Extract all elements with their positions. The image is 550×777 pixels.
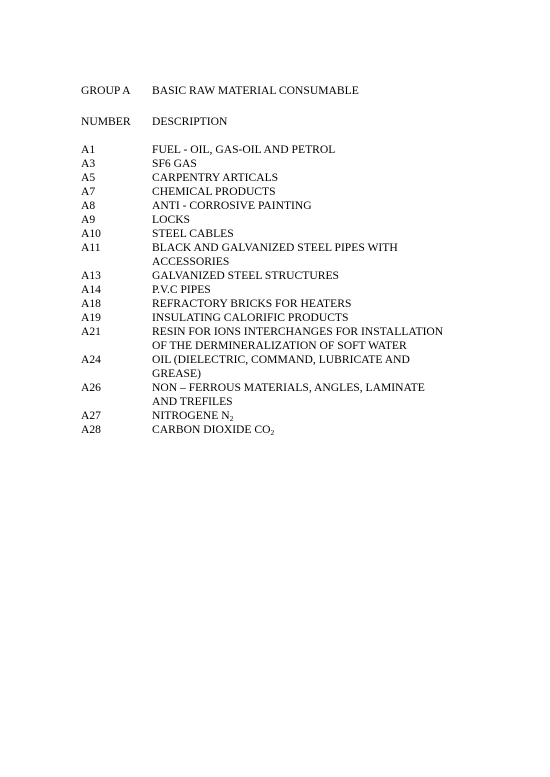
item-description-text: CARBON DIOXIDE CO (152, 423, 271, 436)
item-description-line (152, 269, 501, 283)
list-item (81, 325, 501, 353)
item-description (152, 213, 501, 227)
item-description-line (152, 241, 501, 255)
item-description-text: NITROGENE N (152, 409, 230, 422)
item-description-text: LOCKS (152, 213, 191, 226)
item-description-line (152, 395, 501, 409)
list-item (81, 199, 501, 213)
item-description-line (152, 185, 501, 199)
item-code: A27 (81, 409, 101, 422)
item-description-line (152, 199, 501, 213)
item-description-line (152, 213, 501, 227)
item-description (152, 283, 501, 297)
item-description-line (152, 423, 501, 437)
item-description-text: BLACK AND GALVANIZED STEEL PIPES WITH (152, 241, 398, 254)
list-item (81, 423, 501, 437)
list-item (81, 171, 501, 185)
item-description-line (152, 353, 501, 367)
item-description-line (152, 311, 501, 325)
item-description (152, 423, 501, 437)
item-description-text: GREASE) (152, 367, 201, 380)
item-subscript: 2 (229, 414, 234, 423)
item-description (152, 171, 501, 185)
list-item (81, 227, 501, 241)
item-description-text: AND TREFILES (152, 395, 233, 408)
item-description (152, 353, 501, 381)
item-description (152, 325, 501, 353)
item-description-text: NON – FERROUS MATERIALS, ANGLES, LAMINATE (152, 381, 425, 394)
group-code: GROUP A (81, 84, 131, 97)
item-code: A26 (81, 381, 101, 394)
item-code: A18 (81, 297, 101, 310)
item-description-text: P.V.C PIPES (152, 283, 211, 296)
list-item (81, 297, 501, 311)
material-list (81, 143, 501, 437)
item-description-text: FUEL - OIL, GAS-OIL AND PETROL (152, 143, 336, 156)
list-item (81, 409, 501, 423)
item-code: A8 (81, 199, 96, 212)
item-description (152, 269, 501, 283)
item-description-text: ANTI - CORROSIVE PAINTING (152, 199, 312, 212)
item-description-text: ACCESSORIES (152, 255, 230, 268)
item-code: A11 (81, 241, 101, 254)
item-description-line (152, 297, 501, 311)
item-description-line (152, 409, 501, 423)
item-description-text: GALVANIZED STEEL STRUCTURES (152, 269, 340, 282)
column-headers (81, 115, 501, 129)
list-item (81, 157, 501, 171)
item-description-text: STEEL CABLES (152, 227, 234, 240)
item-description (152, 199, 501, 213)
item-description (152, 381, 501, 409)
item-description-line (152, 367, 501, 381)
item-code: A7 (81, 185, 96, 198)
item-subscript: 2 (270, 428, 275, 437)
list-item (81, 381, 501, 409)
item-description-text: INSULATING CALORIFIC PRODUCTS (152, 311, 349, 324)
item-description-text: RESIN FOR IONS INTERCHANGES FOR INSTALLATION (152, 325, 444, 338)
item-description (152, 311, 501, 325)
item-description-line (152, 325, 501, 339)
item-description (152, 409, 501, 423)
item-description (152, 227, 501, 241)
item-code: A28 (81, 423, 101, 436)
item-description-text: SF6 GAS (152, 157, 197, 170)
item-description-text: REFRACTORY BRICKS FOR HEATERS (152, 297, 352, 310)
item-code: A24 (81, 353, 101, 366)
item-code: A1 (81, 143, 96, 156)
item-description-line (152, 227, 501, 241)
list-item (81, 283, 501, 297)
item-description (152, 143, 501, 157)
item-description (152, 157, 501, 171)
item-description (152, 297, 501, 311)
group-header (81, 84, 501, 98)
column-header-number: NUMBER (81, 115, 131, 128)
list-item (81, 185, 501, 199)
list-item (81, 311, 501, 325)
item-code: A13 (81, 269, 101, 282)
item-code: A19 (81, 311, 101, 324)
item-description-line (152, 381, 501, 395)
group-title: BASIC RAW MATERIAL CONSUMABLE (152, 84, 359, 97)
item-code: A5 (81, 171, 96, 184)
item-code: A3 (81, 157, 96, 170)
item-description (152, 241, 501, 269)
list-item (81, 143, 501, 157)
item-code: A9 (81, 213, 96, 226)
item-description-line (152, 171, 501, 185)
item-description-line (152, 283, 501, 297)
item-description-line (152, 255, 501, 269)
list-item (81, 353, 501, 381)
item-description-line (152, 143, 501, 157)
list-item (81, 213, 501, 227)
item-description-text: OIL (DIELECTRIC, COMMAND, LUBRICATE AND (152, 353, 410, 366)
item-code: A21 (81, 325, 101, 338)
item-description-text: OF THE DERMINERALIZATION OF SOFT WATER (152, 339, 407, 352)
column-header-description: DESCRIPTION (152, 115, 228, 128)
list-item (81, 241, 501, 269)
item-description-text: CARPENTRY ARTICALS (152, 171, 279, 184)
item-code: A10 (81, 227, 101, 240)
item-description-line (152, 339, 501, 353)
list-item (81, 269, 501, 283)
item-description-line (152, 157, 501, 171)
item-description-text: CHEMICAL PRODUCTS (152, 185, 276, 198)
item-description (152, 185, 501, 199)
item-code: A14 (81, 283, 101, 296)
